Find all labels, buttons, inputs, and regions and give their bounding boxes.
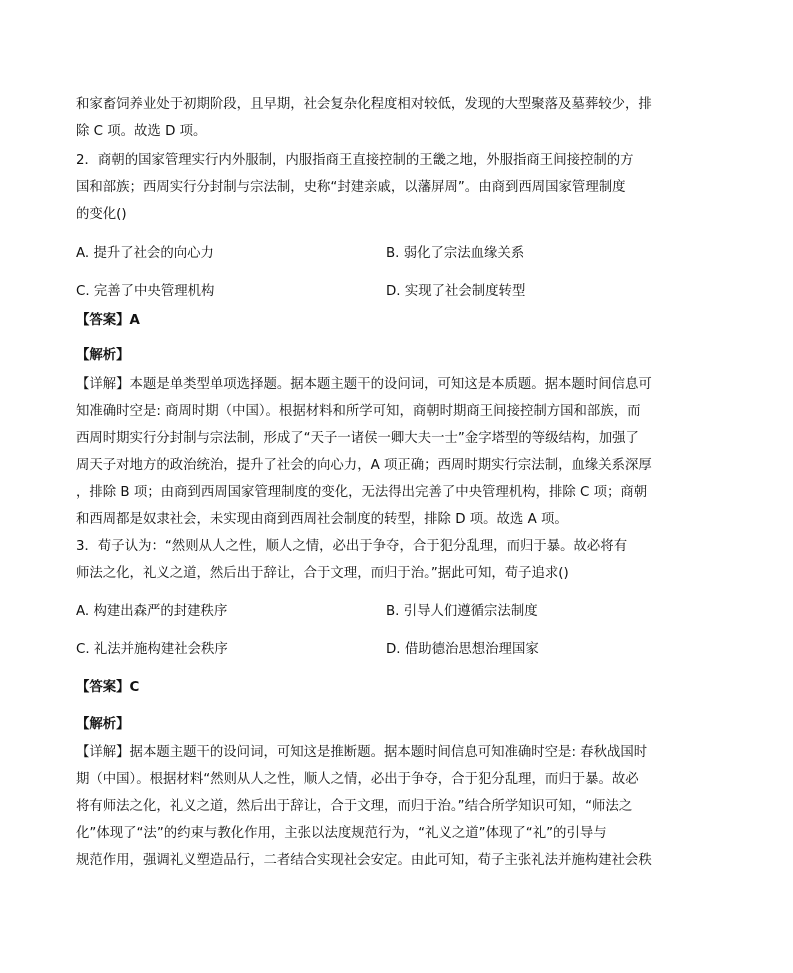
q3-option-c: C. 礼法并施构建社会秩序 <box>76 642 228 657</box>
q2-detail-line: 知准确时空是: 商周时期（中国）。根据材料和所学可知，商朝时期商王间接控制方国和部族，而 <box>76 404 641 419</box>
q3-detail-line: 【详解】据本题主题干的设问词，可知这是推断题。据本题时间信息可知准确时空是: 春秋战国时 <box>76 745 648 760</box>
q3-detail-line: 规范作用，强调礼义塑造品行，二者结合实现社会安定。由此可知，荀子主张礼法并施构建社会秩 <box>76 853 652 868</box>
q2-detail-line: ，排除 B 项；由商到西周国家管理制度的变化，无法得出完善了中央管理机构，排除 C 项；商朝 <box>76 485 648 500</box>
q2-stem-line: 国和部族；西周实行分封制与宗法制，史称“封建亲戚，以藩屏周”。由商到西周国家管理制度 <box>76 180 626 195</box>
q3-analysis-heading: 【解析】 <box>76 717 130 732</box>
q3-stem-line: 师法之化，礼义之道，然后出于辞让，合于文理，而归于治。”据此可知，荀子追求() <box>76 566 569 581</box>
q2-stem-line: 的变化() <box>76 207 127 222</box>
q3-option-b: B. 引导人们遵循宗法制度 <box>386 604 538 619</box>
q3-option-d: D. 借助德治思想治理国家 <box>386 642 539 657</box>
q2-answer: 【答案】A <box>76 313 140 328</box>
q3-stem-line: 3．荀子认为：“然则从人之性，顺人之情，必出于争夺，合于犯分乱理，而归于暴。故必将有 <box>76 539 628 554</box>
q3-answer: 【答案】C <box>76 680 140 695</box>
q2-detail-line: 【详解】本题是单类型单项选择题。据本题主题干的设问词，可知这是本质题。据本题时间信息可 <box>76 377 652 392</box>
q3-option-a: A. 构建出森严的封建秩序 <box>76 604 228 619</box>
q3-detail-line: 化”体现了“法”的约束与教化作用，主张以法度规范行为，“礼义之道”体现了“礼”的引导与 <box>76 826 607 841</box>
q3-detail-line: 期（中国）。根据材料“然则从人之性，顺人之情，必出于争夺，合于犯分乱理，而归于暴。故必 <box>76 772 639 787</box>
q1-explanation-line: 除 C 项。故选 D 项。 <box>76 124 207 139</box>
q1-explanation-line: 和家畜饲养业处于初期阶段，且早期，社会复杂化程度相对较低，发现的大型聚落及墓葬较少，排 <box>76 97 652 112</box>
q2-detail-line: 周天子对地方的政治统治，提升了社会的向心力，A 项正确；西周时期实行宗法制，血缘关系深厚 <box>76 458 652 473</box>
q2-detail-line: 西周时期实行分封制与宗法制，形成了“天子一诸侯一卿大夫一士”金字塔型的等级结构，加强了 <box>76 431 639 446</box>
q3-detail-line: 将有师法之化，礼义之道，然后出于辞让，合于文理，而归于治。”结合所学知识可知，“师法之 <box>76 799 633 814</box>
q2-detail-line: 和西周都是奴隶社会，未实现由商到西周社会制度的转型，排除 D 项。故选 A 项。 <box>76 512 568 527</box>
q2-option-b: B. 弱化了宗法血缘关系 <box>386 246 525 261</box>
q2-option-d: D. 实现了社会制度转型 <box>386 284 526 299</box>
q2-option-a: A. 提升了社会的向心力 <box>76 246 214 261</box>
q2-option-c: C. 完善了中央管理机构 <box>76 284 215 299</box>
q2-analysis-heading: 【解析】 <box>76 348 130 363</box>
q2-stem-line: 2．商朝的国家管理实行内外服制，内服指商王直接控制的王畿之地，外服指商王间接控制的方 <box>76 153 634 168</box>
